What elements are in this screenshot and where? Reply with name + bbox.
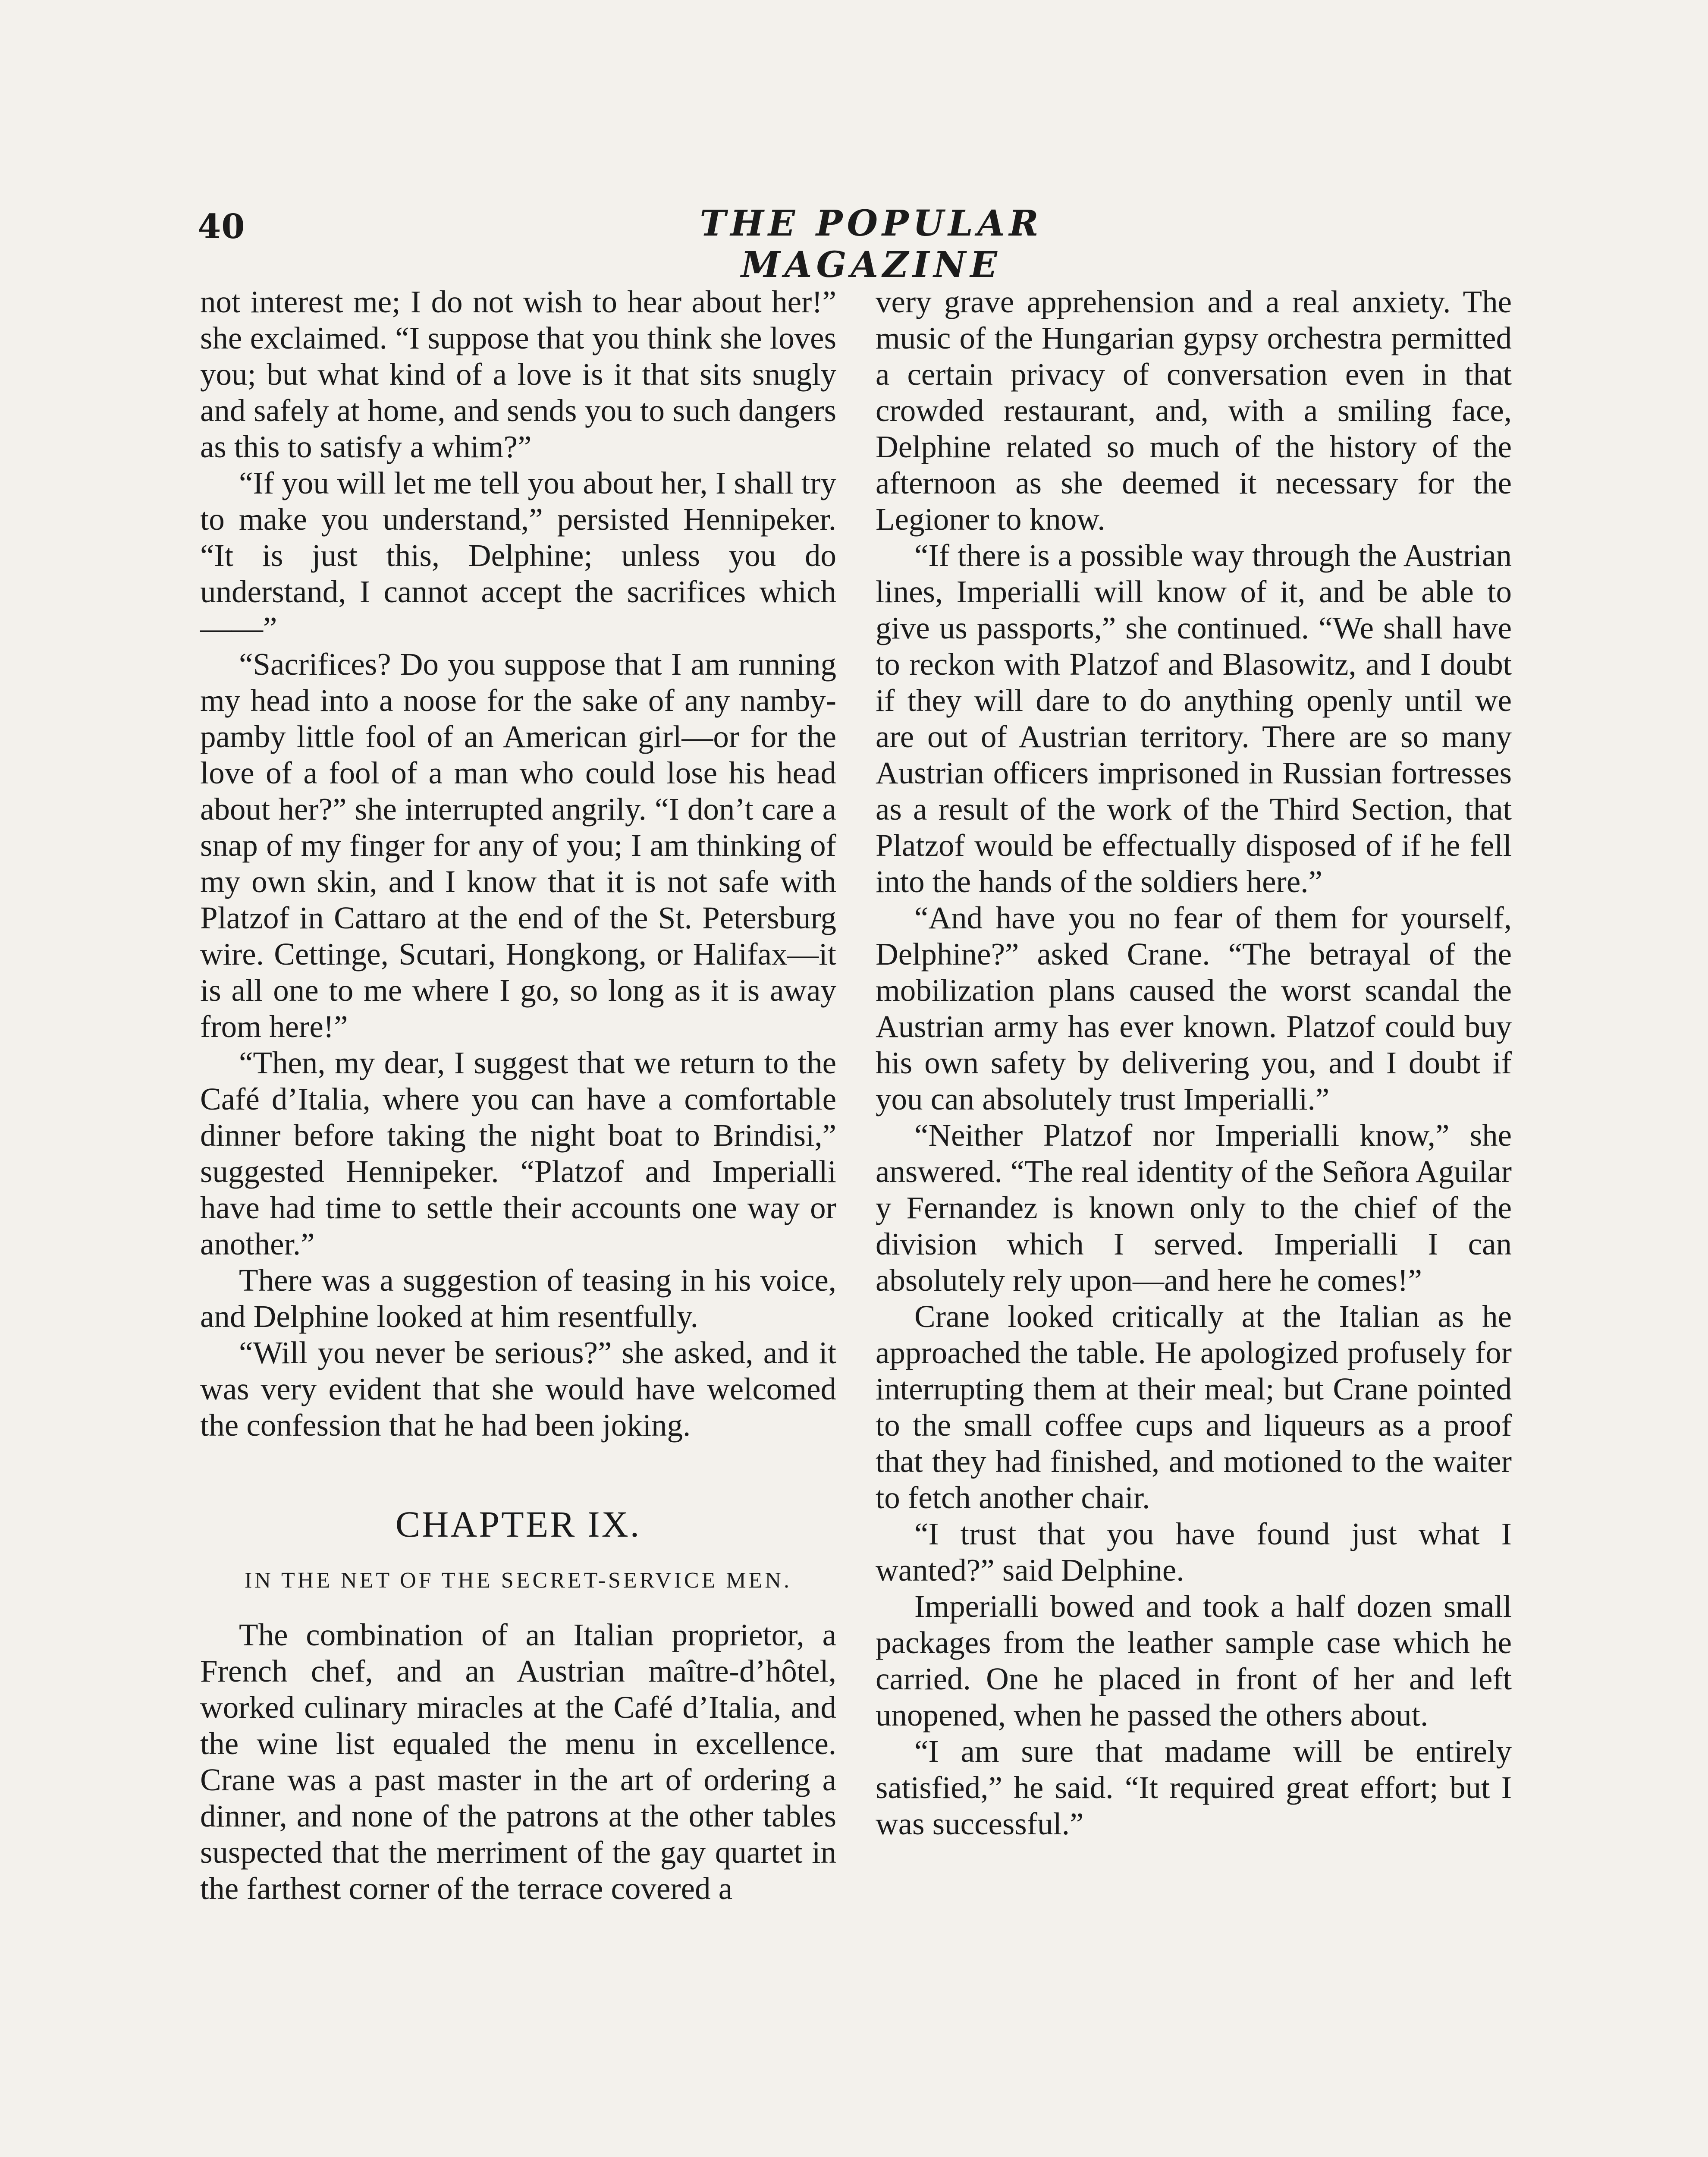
right-column [876, 284, 1512, 1842]
paragraph: There was a suggestion of teasing in his voice, and Delphine looked at him resentfully. [200, 1263, 836, 1334]
paragraph: “If you will let me tell you about her, I shall try to make you understand,” persisted Hennipeker. “It is just this, Delphine; unless you do understand, I cannot accept the sacrifices which——” [200, 465, 836, 645]
paragraph: not interest me; I do not wish to hear about her!” she exclaimed. “I suppose that you think she loves you; but what kind of a love is it that sits snugly and safely at home, and sends you to such dangers as this to satisfy a whim?” [200, 284, 836, 464]
paragraph: The combination of an Italian proprietor, a French chef, and an Austrian maître-d’hôtel, worked culinary miracles at the Café d’Italia, and the wine list equaled the menu in excellence. Crane was a past master in the art of ordering a dinner, and none of the patrons at the other tables suspected that the merriment of the gay quartet in the farthest corner of the terrace covered a [200, 1617, 836, 1906]
paragraph: Crane looked critically at the Italian as he approached the table. He apologized profusely for interrupting them at their meal; but Crane pointed to the small coffee cups and liqueurs as a proof that they had finished, and motioned to the waiter to fetch another chair. [876, 1299, 1512, 1515]
paragraph: “If there is a possible way through the Austrian lines, Imperialli will know of it, and be able to give us passports,” she continued. “We shall have to reckon with Platzof and Blasowitz, and I doubt if they will dare to do anything openly until we are out of Austrian territory. There are so many Austrian officers imprisoned in Russian fortresses as a result of the work of the Third Section, that Platzof would be effectually disposed of if he fell into the hands of the soldiers here.” [876, 538, 1512, 899]
page-number: 40 [198, 207, 245, 246]
paragraph: Imperialli bowed and took a half dozen small packages from the leather sample case which he carried. One he placed in front of her and left unopened, when he passed the others about. [876, 1589, 1512, 1733]
chapter-subtitle: IN THE NET OF THE SECRET-SERVICE MEN. [245, 1568, 792, 1593]
paragraph: “Neither Platzof nor Imperialli know,” she answered. “The real identity of the Señora Aguilar y Fernandez is known only to the chief of the division which I served. Imperialli I can absolutely rely upon—and here he comes!” [876, 1118, 1512, 1298]
paragraph: “Sacrifices? Do you suppose that I am running my head into a noose for the sake of any namby-pamby little fool of an American girl—or for the love of a fool of a man who could lose his head about her?” she interrupted angrily. “I don’t care a snap of my finger for any of you; I am thinking of my own skin, and I know that it is not safe with Platzof in Cattaro at the end of the St. Petersburg wire. Cettinge, Scutari, Hongkong, or Halifax—it is all one to me where I go, so long as it is away from here!” [200, 647, 836, 1044]
paragraph: “Will you never be serious?” she asked, and it was very evident that she would have welcomed the confession that he had been joking. [200, 1335, 836, 1443]
chapter-title: CHAPTER IX. [395, 1503, 641, 1545]
paragraph: “I trust that you have found just what I wanted?” said Delphine. [876, 1516, 1512, 1588]
paragraph: “And have you no fear of them for yourself, Delphine?” asked Crane. “The betrayal of the mobilization plans caused the worst scandal the Austrian army has ever known. Platzof could buy his own safety by delivering you, and I doubt if you can absolutely trust Imperialli.” [876, 900, 1512, 1116]
paragraph: very grave apprehension and a real anxiety. The music of the Hungarian gypsy orchestra permitted a certain privacy of conversation even in that crowded restaurant, and, with a smiling face, Delphine related so much of the history of the afternoon as she deemed it necessary for the Legioner to know. [876, 284, 1512, 537]
paragraph: “I am sure that madame will be entirely satisfied,” he said. “It required great effort; but I was successful.” [876, 1734, 1512, 1841]
running-title: THE POPULAR MAGAZINE [700, 203, 1043, 286]
left-column [200, 284, 836, 1907]
paragraph: “Then, my dear, I suggest that we return to the Café d’Italia, where you can have a comfortable dinner before taking the night boat to Brindisi,” suggested Hennipeker. “Platzof and Imperialli have had time to settle their accounts one way or another.” [200, 1045, 836, 1261]
